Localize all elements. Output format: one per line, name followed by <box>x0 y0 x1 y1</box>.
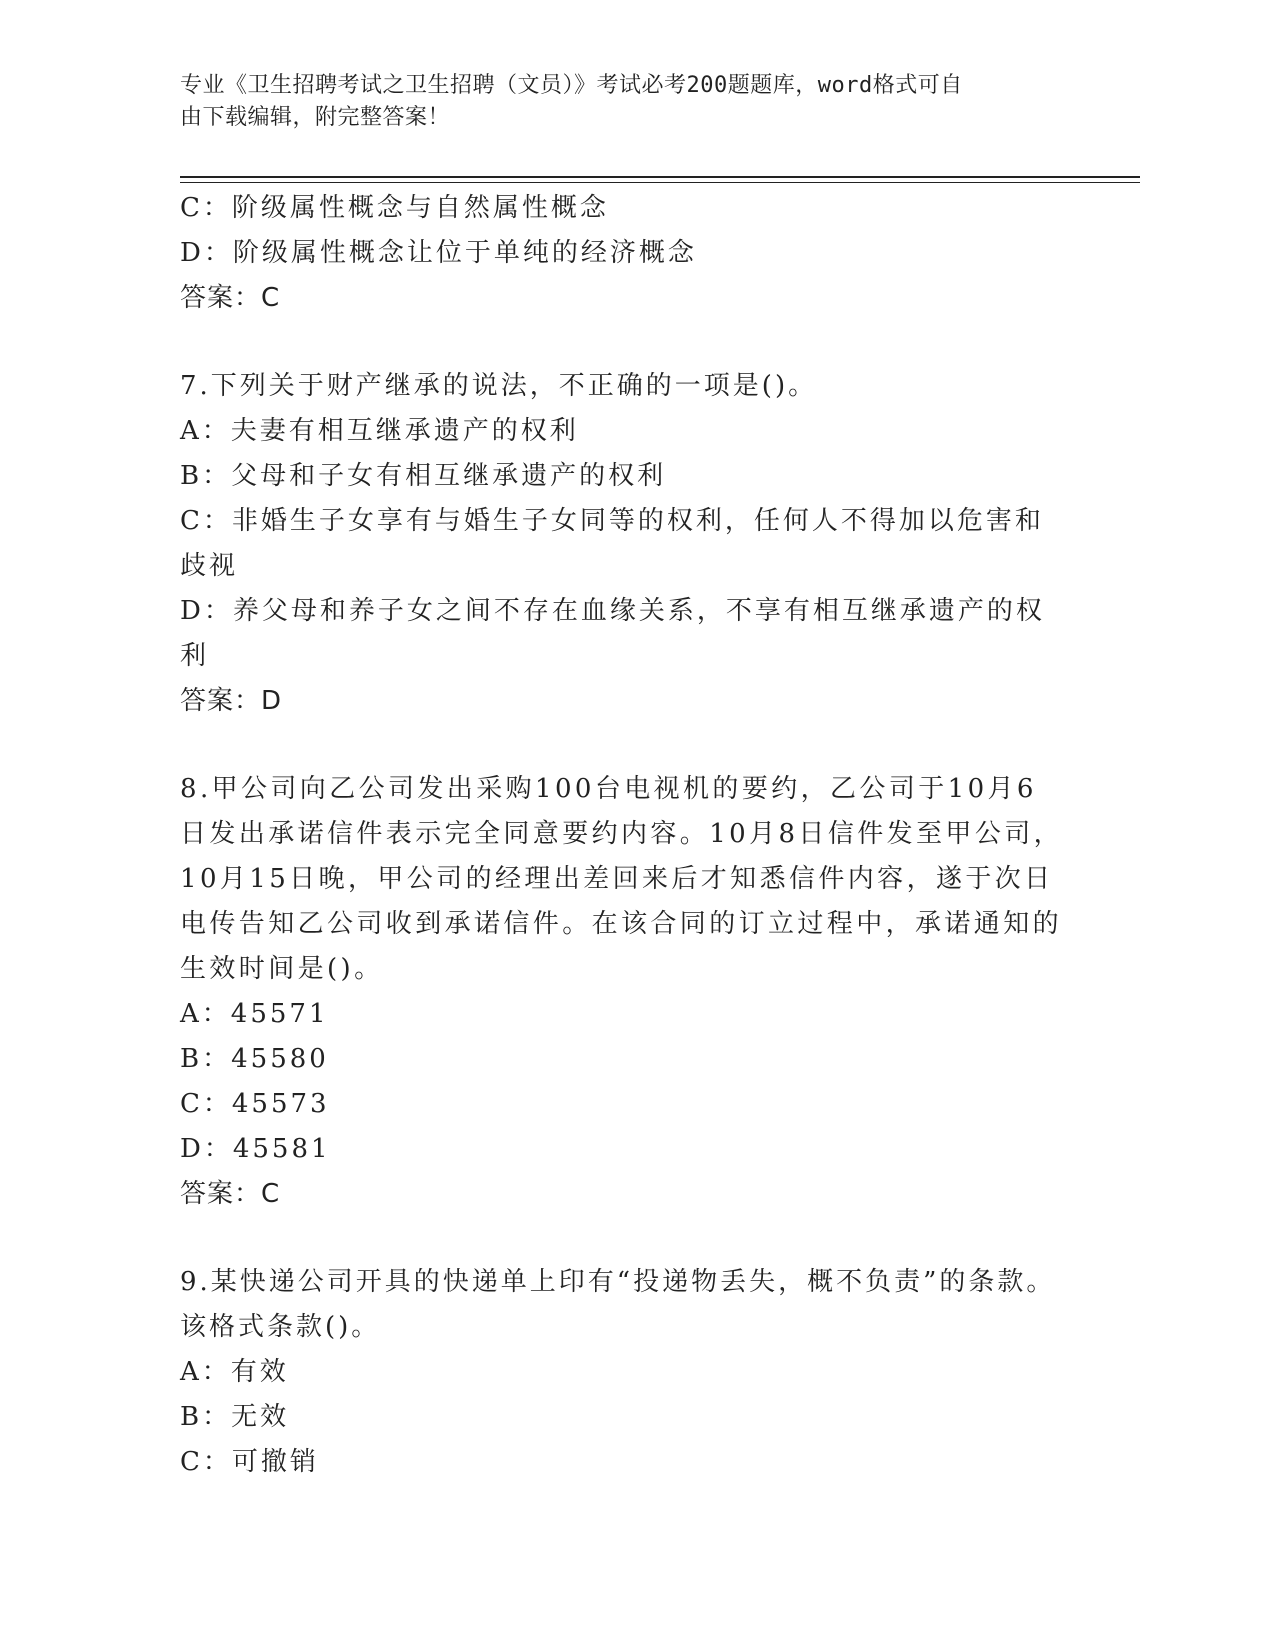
option-a: A：有效 <box>180 1357 289 1387</box>
header-divider-thick <box>180 176 1140 178</box>
option-c: C：非婚生子女享有与婚生子女同等的权利，任何人不得加以危害和歧视 <box>180 506 1044 581</box>
question-block-6-tail <box>180 186 1065 321</box>
question-block-9 <box>180 1260 1065 1485</box>
spacer <box>180 1217 1065 1260</box>
option-d: D：阶级属性概念让位于单纯的经济概念 <box>180 238 697 268</box>
option-d: D：45581 <box>180 1134 331 1164</box>
question-content <box>180 186 1065 1485</box>
spacer <box>180 724 1065 767</box>
question-stem: 8.甲公司向乙公司发出采购100台电视机的要约，乙公司于10月6日发出承诺信件表示完全同意要约内容。10月8日信件发至甲公司，10月15日晚，甲公司的经理出差回来后才知悉信件内容，遂于次日电传告知乙公司收到承诺信件。在该合同的订立过程中，承诺通知的生效时间是()。 <box>180 774 1064 984</box>
header-divider-thin <box>180 182 1140 183</box>
option-b: B：45580 <box>180 1044 329 1074</box>
spacer <box>180 321 1065 364</box>
option-b: B：无效 <box>180 1402 290 1432</box>
option-c: C：阶级属性概念与自然属性概念 <box>180 193 609 223</box>
option-c: C：可撤销 <box>180 1447 319 1477</box>
header-line-1: 专业《卫生招聘考试之卫生招聘（文员）》考试必考200题题库，word格式可自 <box>180 73 963 98</box>
header-line-2: 由下载编辑，附完整答案！ <box>180 105 451 130</box>
option-b: B：父母和子女有相互继承遗产的权利 <box>180 461 667 491</box>
answer-label: 答案：C <box>180 283 281 313</box>
question-stem: 7.下列关于财产继承的说法，不正确的一项是()。 <box>180 371 818 401</box>
option-d: D：养父母和养子女之间不存在血缘关系，不享有相互继承遗产的权利 <box>180 596 1045 671</box>
answer-label: 答案：D <box>180 686 283 716</box>
option-a: A：45571 <box>180 999 329 1029</box>
document-header <box>180 70 1060 134</box>
option-c: C：45573 <box>180 1089 330 1119</box>
option-a: A：夫妻有相互继承遗产的权利 <box>180 416 579 446</box>
answer-label: 答案：C <box>180 1179 281 1209</box>
question-block-8 <box>180 767 1065 1217</box>
question-block-7 <box>180 364 1065 724</box>
question-stem: 9.某快递公司开具的快递单上印有“投递物丢失，概不负责”的条款。该格式条款()。 <box>180 1267 1056 1342</box>
